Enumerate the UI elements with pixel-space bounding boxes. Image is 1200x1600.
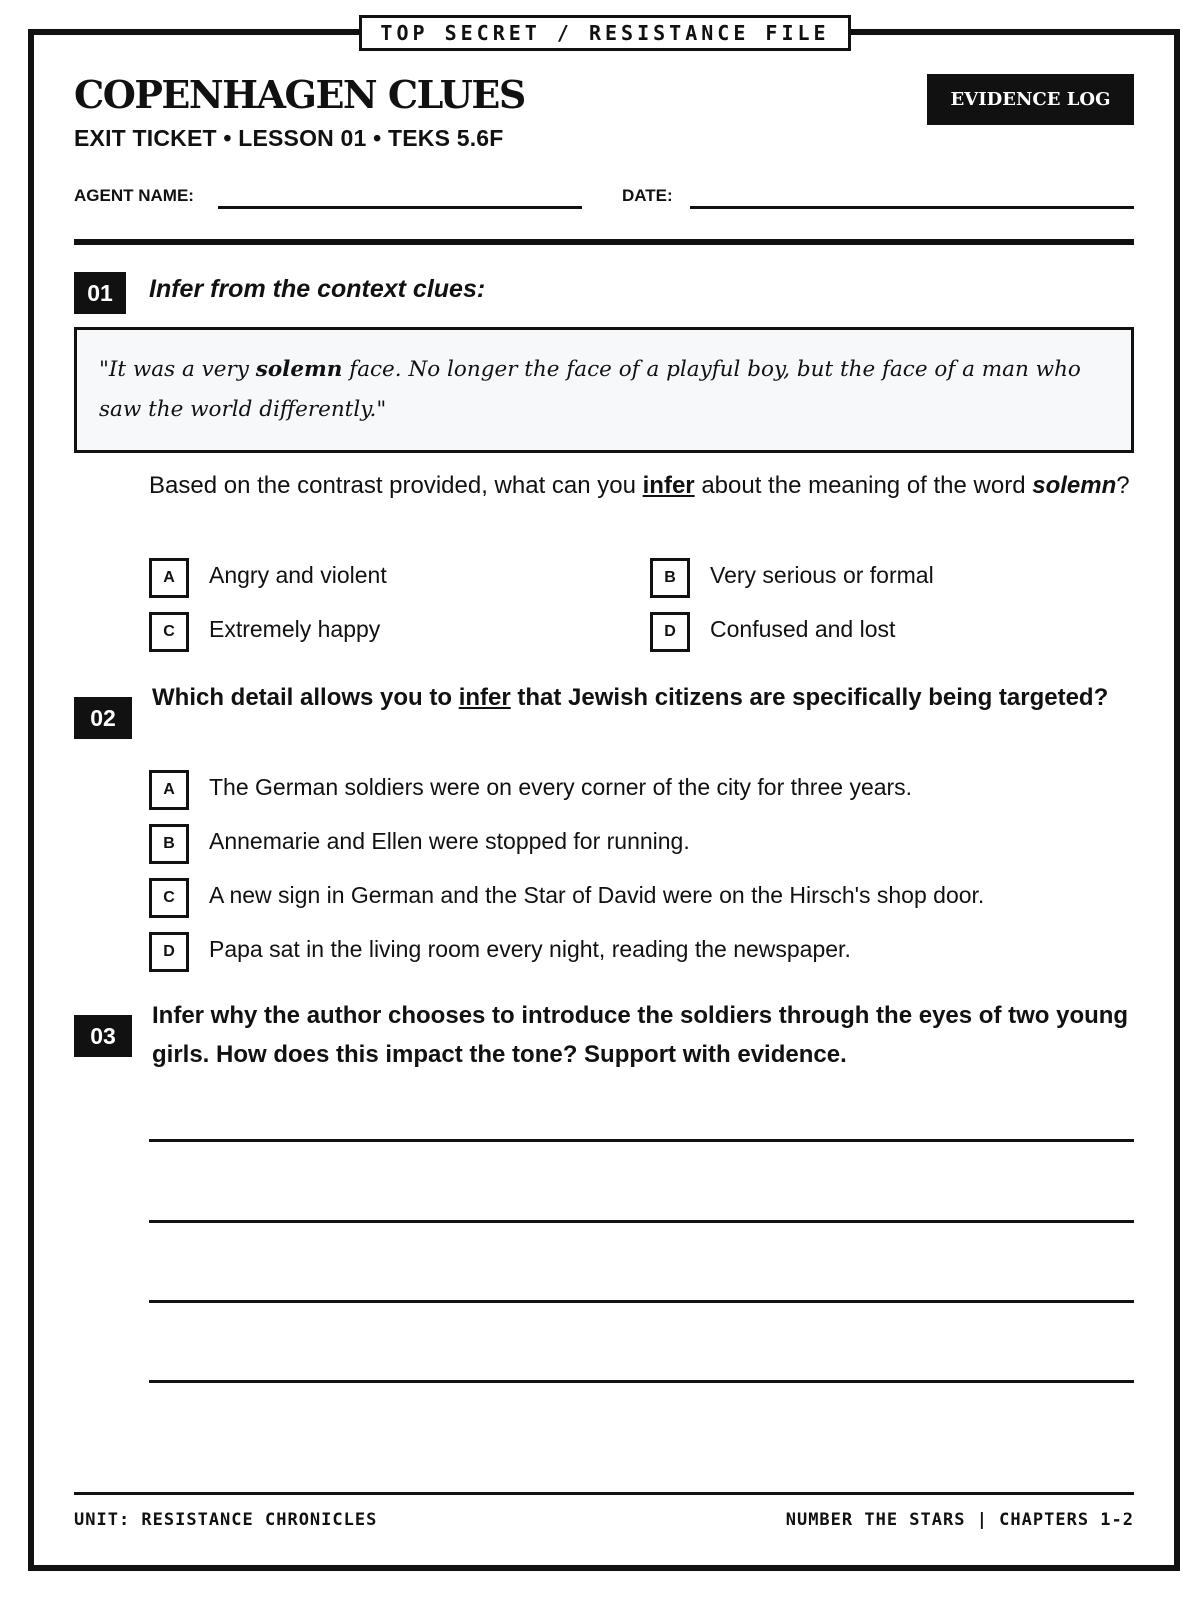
q2-question-text xyxy=(152,678,1142,717)
quote-after: face. No longer the face of a playful boy, but the face of a man who saw the world differently." xyxy=(99,357,1081,422)
q2-choice-b-box[interactable]: B xyxy=(149,824,189,864)
q1-choice-c-text: Extremely happy xyxy=(209,616,381,642)
q1-prompt: Infer from the context clues: xyxy=(149,275,486,303)
q2-text-before: Which detail allows you to xyxy=(152,684,459,711)
context-quote-box xyxy=(74,327,1134,453)
header-divider xyxy=(74,239,1134,245)
footer-unit: UNIT: RESISTANCE CHRONICLES xyxy=(74,1510,378,1530)
classification-tab: TOP SECRET / RESISTANCE FILE xyxy=(359,15,851,51)
footer-divider xyxy=(74,1492,1134,1495)
q2-choice-a-box[interactable]: A xyxy=(149,770,189,810)
q2-choice-d-text: Papa sat in the living room every night, reading the newspaper. xyxy=(209,936,851,962)
q1-word: solemn xyxy=(1032,472,1117,499)
quote-before: "It was a very xyxy=(99,357,256,382)
page-title: COPENHAGEN CLUES xyxy=(74,72,525,117)
q2-choice-b-text: Annemarie and Ellen were stopped for running. xyxy=(209,828,690,854)
q1-choice-d-text: Confused and lost xyxy=(710,616,896,642)
agent-name-line[interactable] xyxy=(218,206,582,209)
q2-key-term: infer xyxy=(458,684,511,711)
q1-choice-c-box[interactable]: C xyxy=(149,612,189,652)
agent-name-label: AGENT NAME: xyxy=(74,186,194,205)
question-number-01: 01 xyxy=(74,272,126,314)
q2-choice-c-box[interactable]: C xyxy=(149,878,189,918)
answer-line-3[interactable] xyxy=(149,1300,1134,1303)
q1-choice-a-box[interactable]: A xyxy=(149,558,189,598)
answer-line-4[interactable] xyxy=(149,1380,1134,1383)
date-label: DATE: xyxy=(622,186,673,205)
q1-key-term: infer xyxy=(642,472,695,499)
q1-choice-b-box[interactable]: B xyxy=(650,558,690,598)
q1-question-text xyxy=(149,466,1139,505)
page-subtitle: EXIT TICKET • LESSON 01 • TEKS 5.6F xyxy=(74,125,504,151)
q2-text-after: that Jewish citizens are specifically being targeted? xyxy=(510,684,1109,711)
q1-text-before: Based on the contrast provided, what can you xyxy=(149,472,643,499)
evidence-log-badge: EVIDENCE LOG xyxy=(927,74,1134,125)
q3-question-text: Infer why the author chooses to introduce the soldiers through the eyes of two young girls. How does this impact the tone? Support with evidence. xyxy=(152,1002,1129,1068)
q1-text-mid: about the meaning of the word xyxy=(694,472,1033,499)
question-number-02: 02 xyxy=(74,697,132,739)
quote-keyword: solemn xyxy=(255,357,343,382)
date-line[interactable] xyxy=(690,206,1134,209)
answer-line-2[interactable] xyxy=(149,1220,1134,1223)
question-number-03: 03 xyxy=(74,1015,132,1057)
q2-choice-a-text: The German soldiers were on every corner of the city for three years. xyxy=(209,774,913,800)
q1-text-end: ? xyxy=(1116,472,1130,499)
q2-choice-d-box[interactable]: D xyxy=(149,932,189,972)
footer-book: NUMBER THE STARS | CHAPTERS 1-2 xyxy=(785,1510,1134,1530)
q1-choice-b-text: Very serious or formal xyxy=(710,562,934,588)
answer-line-1[interactable] xyxy=(149,1139,1134,1142)
q2-choice-c-text: A new sign in German and the Star of David were on the Hirsch's shop door. xyxy=(209,882,985,908)
q1-choice-d-box[interactable]: D xyxy=(650,612,690,652)
q1-choice-a-text: Angry and violent xyxy=(209,562,387,588)
